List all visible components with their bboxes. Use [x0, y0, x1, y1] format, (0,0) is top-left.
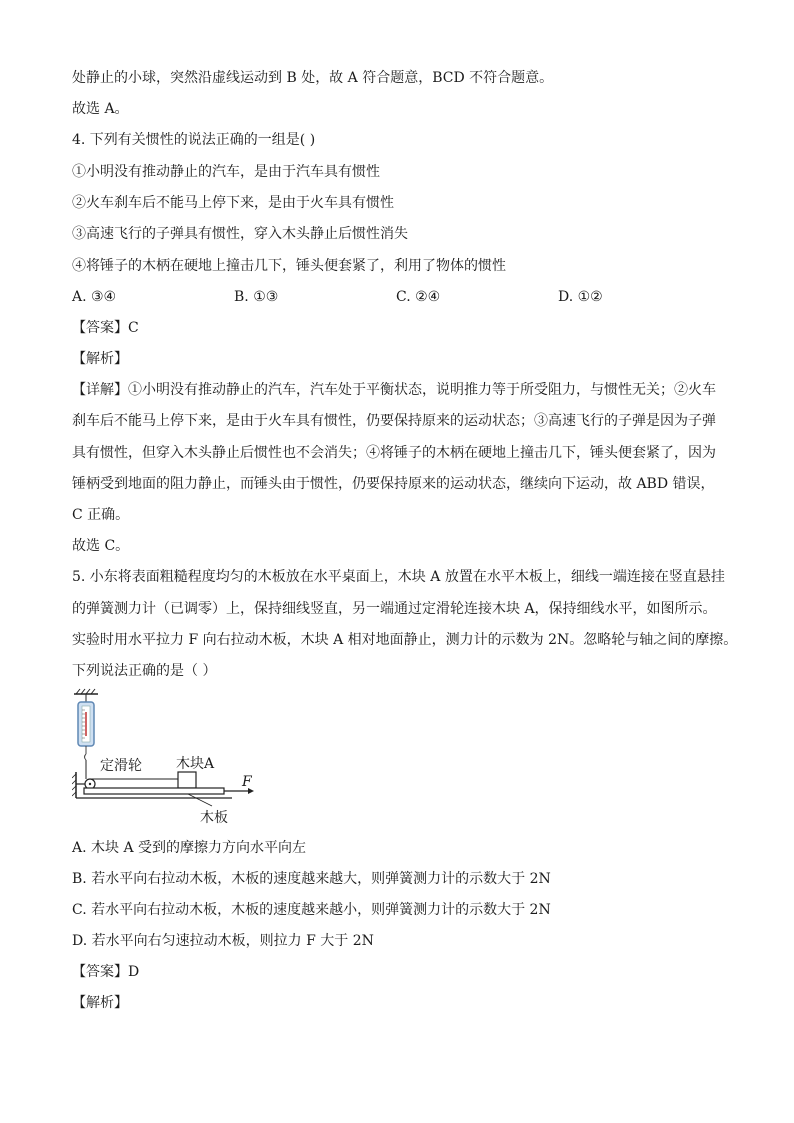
detail-line: 刹车后不能马上停下来，是由于火车具有惯性，仍要保持原来的运动状态；③高速飞行的子弹是因为子弹: [72, 413, 716, 429]
conclusion-line: 故选 C。: [72, 538, 130, 554]
option-c: C. 若水平向右拉动木板，木板的速度越来越小，则弹簧测力计的示数大于 2N: [72, 902, 551, 918]
detail-line: C 正确。: [72, 507, 130, 523]
answer-label: 【答案】D: [72, 964, 140, 980]
text-line: 故选 A。: [72, 101, 129, 117]
option-a: A. ③④: [72, 289, 117, 305]
statement-3: ③高速飞行的子弹具有惯性，穿入木头静止后惯性消失: [72, 226, 408, 242]
block-a-icon: [178, 772, 196, 788]
question-5-stem: 下列说法正确的是（ ）: [72, 663, 217, 679]
option-b: B. 若水平向右拉动木板，木板的速度越来越大，则弹簧测力计的示数大于 2N: [72, 871, 551, 887]
detail-line: 具有惯性，但穿入木头静止后惯性也不会消失；④将锤子的木柄在硬地上撞击几下，锤头便套紧了，因为: [72, 445, 716, 461]
board-icon: [84, 788, 224, 794]
question-5-stem: 实验时用水平拉力 F 向右拉动木板，木块 A 相对地面静止，测力计的示数为 2N。忽略轮与轴之间的摩擦。: [72, 632, 738, 648]
option-d: D. ①②: [558, 289, 603, 305]
board-label: 木板: [200, 810, 228, 826]
experiment-diagram: [72, 688, 262, 826]
question-5-stem: 5. 小东将表面粗糙程度均匀的木板放在水平桌面上，木块 A 放置在水平木板上，细线一端连接在竖直悬挂: [72, 569, 725, 585]
statement-2: ②火车刹车后不能马上停下来，是由于火车具有惯性: [72, 195, 394, 211]
answer-label: 【答案】C: [72, 320, 139, 336]
detail-line: 锤柄受到地面的阻力静止，而锤头由于惯性，仍要保持原来的运动状态，继续向下运动，故 ABD 错误，: [72, 476, 715, 492]
statement-4: ④将锤子的木柄在硬地上撞击几下，锤头便套紧了，利用了物体的惯性: [72, 258, 506, 274]
analysis-label: 【解析】: [72, 351, 128, 367]
option-c: C. ②④: [396, 289, 441, 305]
text-line: 处静止的小球，突然沿虚线运动到 B 处，故 A 符合题意，BCD 不符合题意。: [72, 70, 554, 86]
option-d: D. 若水平向右匀速拉动木板，则拉力 F 大于 2N: [72, 933, 374, 949]
question-5-stem: 的弹簧测力计（已调零）上，保持细线竖直，另一端通过定滑轮连接木块 A，保持细线水平，如图所示。: [72, 601, 717, 617]
statement-1: ①小明没有推动静止的汽车，是由于汽车具有惯性: [72, 164, 380, 180]
analysis-label: 【解析】: [72, 995, 128, 1011]
question-4-stem: 4. 下列有关惯性的说法正确的一组是( ): [72, 132, 316, 148]
question-4-options: [72, 287, 732, 307]
option-b: B. ①③: [234, 289, 279, 305]
option-a: A. 木块 A 受到的摩擦力方向水平向左: [72, 840, 307, 856]
pulley-label: 定滑轮: [100, 758, 142, 774]
experiment-figure: [72, 688, 262, 826]
detail-line: 【详解】①小明没有推动静止的汽车，汽车处于平衡状态，说明推力等于所受阻力，与惯性无关；②火车: [72, 382, 716, 398]
force-label: F: [242, 774, 252, 790]
block-label: 木块A: [176, 756, 215, 772]
